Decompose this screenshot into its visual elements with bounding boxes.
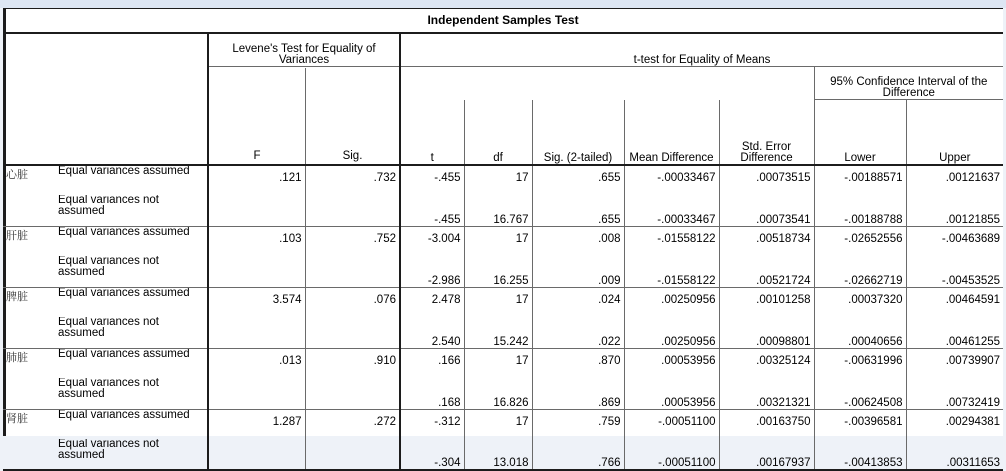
- cell-sig: [305, 439, 400, 470]
- table-row: [3, 317, 1003, 348]
- cell-sig: .732: [305, 165, 400, 195]
- table-row: [3, 256, 1003, 287]
- cell-sig: .272: [305, 409, 400, 439]
- organ-label: 肾脏: [3, 409, 55, 470]
- cell-df: 17: [464, 165, 532, 195]
- cell-sig-2-tailed: .766: [532, 439, 624, 470]
- cell-mean-difference: -.00033467: [624, 165, 719, 195]
- cell-f: .103: [208, 226, 305, 256]
- col-sig-2-tailed: Sig. (2-tailed): [532, 100, 624, 166]
- col-df: df: [464, 100, 532, 166]
- cell-upper: .00732419: [906, 378, 1003, 409]
- cell-mean-difference: .00250956: [624, 317, 719, 348]
- cell-sig-2-tailed: .022: [532, 317, 624, 348]
- cell-mean-difference: -.01558122: [624, 226, 719, 256]
- cell-std-error-difference: .00167937: [719, 439, 814, 470]
- cell-sig: .910: [305, 348, 400, 378]
- ci-header: 95% Confidence Interval of the Difference: [814, 67, 1003, 100]
- variance-assumption-label: Equal variances not assumed: [55, 195, 208, 226]
- organ-label: 肺脏: [3, 348, 55, 409]
- cell-upper: .00739907: [906, 348, 1003, 378]
- cell-f: [208, 195, 305, 226]
- cell-lower: -.00624508: [814, 378, 906, 409]
- row-header-corner: [3, 33, 208, 165]
- cell-mean-difference: -.00051100: [624, 439, 719, 470]
- cell-std-error-difference: .00521724: [719, 256, 814, 287]
- cell-f: [208, 378, 305, 409]
- table-body: [3, 165, 1003, 470]
- cell-sig: [305, 256, 400, 287]
- cell-f: [208, 439, 305, 470]
- cell-sig-2-tailed: .759: [532, 409, 624, 439]
- cell-t: .166: [400, 348, 464, 378]
- cell-t: .168: [438, 396, 461, 409]
- cell-df: 16.767: [464, 195, 532, 226]
- cell-lower: .00037320: [814, 287, 906, 317]
- cell-std-error-difference: .00163750: [719, 409, 814, 439]
- ttest-spacer: [400, 67, 814, 100]
- cell-sig-2-tailed: .008: [532, 226, 624, 256]
- cell-lower: -.00413853: [814, 439, 906, 470]
- cell-upper: .00311653: [906, 439, 1003, 470]
- variance-assumption-label: Equal variances assumed: [55, 287, 208, 317]
- cell-df: 13.018: [464, 439, 532, 470]
- cell-sig-2-tailed: .009: [532, 256, 624, 287]
- cell-upper: .00461255: [906, 317, 1003, 348]
- cell-sig: [305, 317, 400, 348]
- cell-mean-difference: .00053956: [624, 378, 719, 409]
- window-background: [0, 0, 1006, 8]
- cell-sig-2-tailed: .024: [532, 287, 624, 317]
- cell-upper: -.00463689: [906, 226, 1003, 256]
- variance-assumption-label: Equal variances assumed: [55, 348, 208, 378]
- cell-lower: -.02662719: [814, 256, 906, 287]
- table-row: [3, 195, 1003, 226]
- cell-df: 16.255: [464, 256, 532, 287]
- cell-t: -.455: [434, 172, 461, 184]
- col-f: F: [209, 68, 306, 164]
- cell-df: 16.826: [464, 378, 532, 409]
- organ-label: 心脏: [6, 168, 28, 181]
- col-std-error-difference: Std. Error Difference: [719, 100, 814, 166]
- cell-f: .013: [208, 348, 305, 378]
- cell-std-error-difference: .00073515: [719, 165, 814, 195]
- cell-upper: .00464591: [906, 287, 1003, 317]
- cell-std-error-difference: .00101258: [719, 287, 814, 317]
- organ-label: 肝脏: [3, 226, 55, 287]
- col-lower: Lower: [814, 100, 906, 166]
- table-row: [3, 439, 1003, 470]
- cell-lower: -.00396581: [814, 409, 906, 439]
- cell-upper: .00121637: [906, 165, 1003, 195]
- cell-std-error-difference: .00073541: [719, 195, 814, 226]
- cell-f: [208, 317, 305, 348]
- cell-t: 2.478: [400, 287, 464, 317]
- cell-sig: .076: [305, 287, 400, 317]
- variance-assumption-label: Equal variances assumed: [55, 226, 208, 256]
- cell-upper: .00121855: [906, 195, 1003, 226]
- cell-lower: -.00188571: [814, 165, 906, 195]
- table-row: [3, 226, 1003, 256]
- cell-mean-difference: -.01558122: [624, 256, 719, 287]
- cell-df: 15.242: [464, 317, 532, 348]
- cell-t: -.304: [400, 439, 464, 470]
- cell-sig-2-tailed: .870: [532, 348, 624, 378]
- cell-df: 17: [464, 409, 532, 439]
- cell-std-error-difference: .00098801: [719, 317, 814, 348]
- cell-df: 17: [464, 287, 532, 317]
- cell-t: -3.004: [400, 226, 464, 256]
- variance-assumption-label: Equal variances not assumed: [55, 439, 208, 470]
- variance-assumption-label: Equal variances assumed: [55, 165, 208, 195]
- table-title: Independent Samples Test: [3, 8, 1003, 33]
- cell-std-error-difference: .00325124: [719, 348, 814, 378]
- levene-header: Levene's Test for Equality of Variances: [208, 33, 400, 67]
- table-row: [3, 287, 1003, 317]
- cell-mean-difference: .00053956: [624, 348, 719, 378]
- col-t: t: [400, 100, 464, 166]
- ttest-header: t-test for Equality of Means: [400, 33, 1003, 67]
- cell-f: 3.574: [208, 287, 305, 317]
- cell-lower: -.00188788: [814, 195, 906, 226]
- table-row: [3, 348, 1003, 378]
- cell-sig-2-tailed: .655: [532, 165, 624, 195]
- cell-std-error-difference: .00321321: [719, 378, 814, 409]
- independent-samples-test-table: [3, 8, 1003, 471]
- cell-t: -2.986: [427, 274, 461, 287]
- cell-mean-difference: -.00033467: [624, 195, 719, 226]
- cell-sig-2-tailed: .655: [532, 195, 624, 226]
- cell-upper: .00294381: [906, 409, 1003, 439]
- cell-sig: [305, 378, 400, 409]
- variance-assumption-label: Equal variances not assumed: [55, 378, 208, 409]
- table-row: [3, 409, 1003, 439]
- cell-lower: -.00631996: [814, 348, 906, 378]
- cell-t: -.312: [400, 409, 464, 439]
- col-upper: Upper: [906, 100, 1003, 166]
- cell-t: 2.540: [431, 335, 461, 348]
- cell-f: [208, 256, 305, 287]
- cell-sig: [305, 195, 400, 226]
- cell-mean-difference: .00250956: [624, 287, 719, 317]
- table-row: [3, 378, 1003, 409]
- cell-t: -.455: [434, 213, 461, 226]
- cell-lower: .00040656: [814, 317, 906, 348]
- levene-subheaders: [208, 67, 400, 166]
- cell-std-error-difference: .00518734: [719, 226, 814, 256]
- cell-df: 17: [464, 348, 532, 378]
- col-mean-difference: Mean Difference: [624, 100, 719, 166]
- cell-f: .121: [208, 165, 305, 195]
- organ-label: 脾脏: [3, 287, 55, 348]
- table-row: [3, 165, 1003, 195]
- cell-df: 17: [464, 226, 532, 256]
- col-sig: Sig.: [342, 149, 363, 162]
- variance-assumption-label: Equal variances not assumed: [55, 256, 208, 287]
- cell-sig-2-tailed: .869: [532, 378, 624, 409]
- cell-f: 1.287: [208, 409, 305, 439]
- variance-assumption-label: Equal variances assumed: [55, 409, 208, 439]
- cell-mean-difference: -.00051100: [624, 409, 719, 439]
- cell-lower: -.02652556: [814, 226, 906, 256]
- cell-sig: .752: [305, 226, 400, 256]
- variance-assumption-label: Equal variances not assumed: [55, 317, 208, 348]
- cell-upper: -.00453525: [906, 256, 1003, 287]
